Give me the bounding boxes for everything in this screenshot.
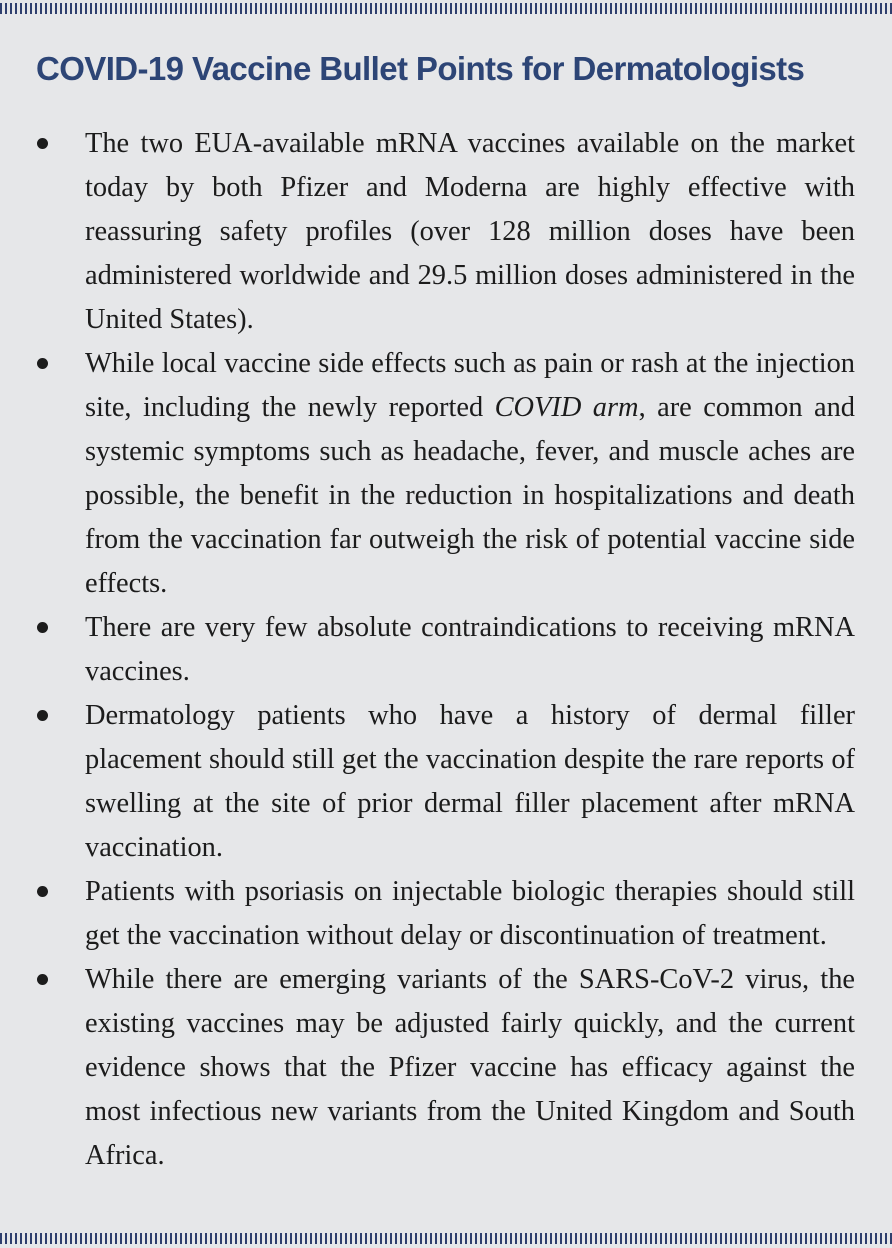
sidebar-box bbox=[0, 14, 892, 1230]
bullet-text: Dermatology patients who have a history of dermal filler placement should still get the vaccination despite the rare reports of swelling at the site of prior dermal filler placement after mRNA vaccination. bbox=[85, 700, 855, 863]
bullet-item bbox=[0, 122, 855, 342]
bullet-dot-icon bbox=[37, 886, 48, 897]
bullet-dot-icon bbox=[37, 138, 48, 149]
bullet-dot-icon bbox=[37, 974, 48, 985]
bullet-text-after: , are common and systemic symptoms such as headache, fever, and muscle aches are possible, the benefit in the reduction in hospitalizations and death from the vaccination far outweigh the risk of potential vaccine side effects. bbox=[85, 392, 855, 599]
bullet-text: While there are emerging variants of the SARS-CoV-2 virus, the existing vaccines may be adjusted fairly quickly, and the current evidence shows that the Pfizer vaccine has efficacy against the most infectious new variants from the United Kingdom and South Africa. bbox=[85, 964, 855, 1171]
bullet-text: Patients with psoriasis on injectable biologic therapies should still get the vaccination without delay or discontinuation of treatment. bbox=[85, 876, 855, 951]
bullet-dot-icon bbox=[37, 622, 48, 633]
bullet-item bbox=[0, 606, 855, 694]
bullet-item bbox=[0, 870, 855, 958]
bullet-item bbox=[0, 342, 855, 606]
bullet-dot-icon bbox=[37, 710, 48, 721]
bullet-text-italic: COVID arm bbox=[494, 392, 639, 423]
bullet-item bbox=[0, 958, 855, 1178]
bullet-text-before: While local vaccine side effects such as pain or rash at the injection site, including the newly reported bbox=[85, 348, 855, 423]
bullet-text: There are very few absolute contraindications to receiving mRNA vaccines. bbox=[85, 612, 855, 687]
top-dotted-rule bbox=[0, 3, 892, 14]
bullet-text: The two EUA-available mRNA vaccines available on the market today by both Pfizer and Moderna are highly effective with reassuring safety profiles (over 128 million doses have been administered worldwide and 29.5 million doses administered in the United States). bbox=[85, 128, 855, 335]
bullet-dot-icon bbox=[37, 358, 48, 369]
bullet-list bbox=[0, 122, 855, 1178]
bottom-dotted-rule bbox=[0, 1233, 892, 1244]
sidebar-title: COVID-19 Vaccine Bullet Points for Dermatologists bbox=[36, 50, 805, 87]
bullet-item bbox=[0, 694, 855, 870]
